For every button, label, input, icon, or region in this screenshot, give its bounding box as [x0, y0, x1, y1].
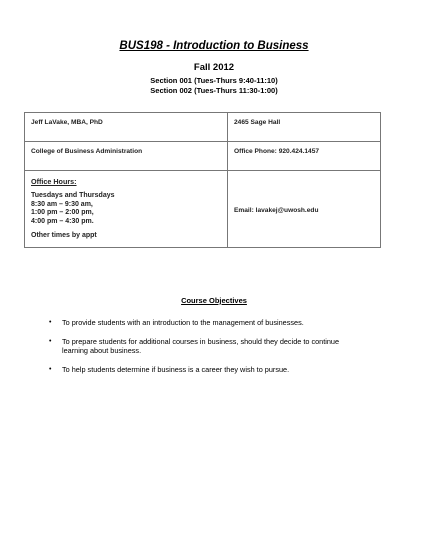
list-item [0, 365, 428, 374]
office-phone: Office Phone: 920.424.1457 [228, 142, 381, 171]
email: Email: lavakej@uwosh.edu [228, 171, 381, 248]
instructor-name: Jeff LaVake, MBA, PhD [25, 113, 228, 142]
term: Fall 2012 [193, 62, 235, 73]
table-row [25, 113, 381, 142]
course-objectives-list [0, 318, 428, 384]
office-hours-time: 4:00 pm – 4:30 pm. [31, 217, 94, 225]
office-hours-heading: Office Hours: [31, 177, 77, 186]
bullet-icon: • [49, 366, 52, 373]
list-item [0, 337, 428, 355]
course-title: BUS198 - Introduction to Business [119, 40, 309, 52]
section-002: Section 002 (Tues-Thurs 11:30-1:00) [150, 86, 278, 95]
office-hours-days: Tuesdays and Thursdays [31, 192, 115, 199]
table-row [25, 142, 381, 171]
office-hours-other: Other times by appt [31, 232, 97, 239]
office-hours-time: 1:00 pm – 2:00 pm, [31, 209, 94, 216]
instructor-info-table [24, 112, 381, 248]
course-objectives-heading: Course Objectives [181, 296, 247, 305]
list-item [0, 318, 428, 327]
section-001: Section 001 (Tues-Thurs 9:40-11:10) [150, 76, 278, 85]
table-row [25, 171, 381, 248]
office-location: 2465 Sage Hall [228, 113, 381, 142]
college-name: College of Business Administration [25, 142, 228, 171]
objective-text: To provide students with an introduction to the management of businesses. [62, 318, 304, 327]
office-hours-cell [25, 171, 228, 248]
bullet-icon: • [49, 319, 52, 326]
objective-text: To help students determine if business is a career they wish to pursue. [62, 365, 290, 374]
office-hours-time: 8:30 am – 9:30 am, [31, 200, 93, 208]
objective-text: To prepare students for additional courses in business, should they decide to continue learning about business. [62, 337, 340, 355]
bullet-icon: • [49, 338, 52, 345]
